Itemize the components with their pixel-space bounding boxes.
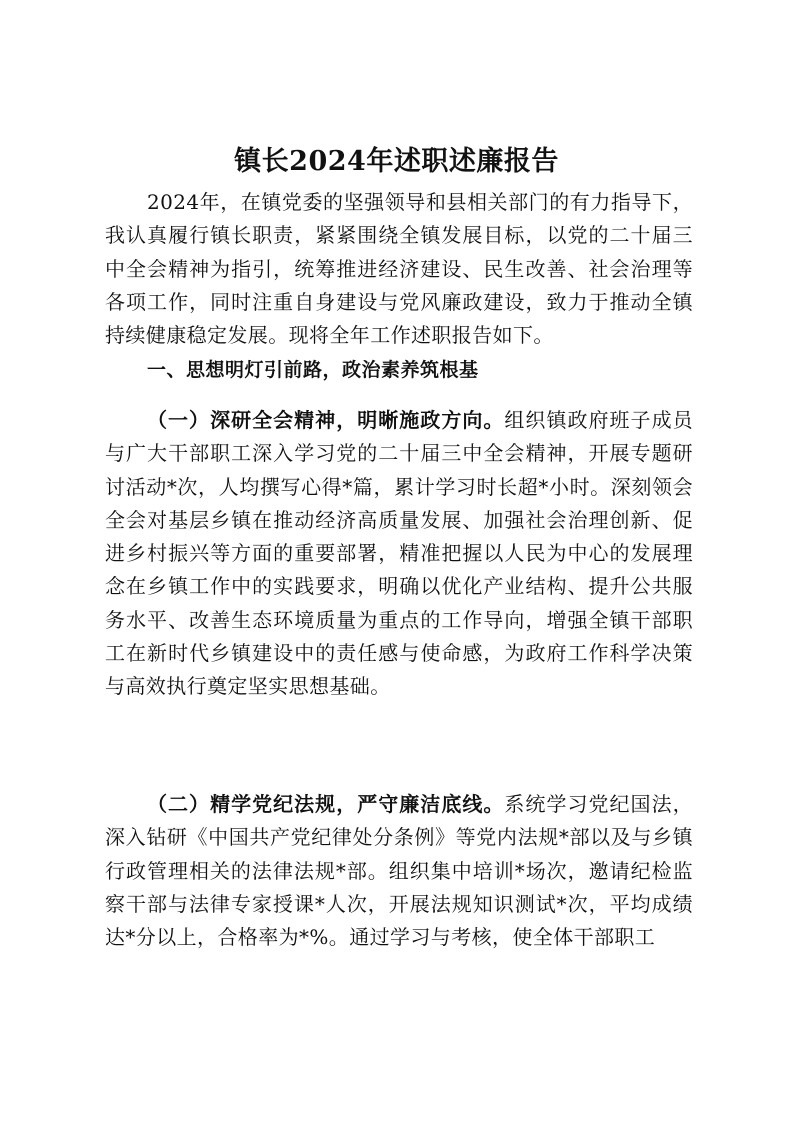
intro-paragraph: 2024年，在镇党委的坚强领导和县相关部门的有力指导下，我认真履行镇长职责，紧紧围绕全镇发展目标，以党的二十届三中全会精神为指引，统筹推进经济建设、民生改善、社会治理等各项工作，同时注重自身建设与党风廉政建设，致力于推动全镇持续健康稳定发展。现将全年工作述职报告如下。 [105,190,693,348]
paragraph-item-2 [105,788,693,954]
item-2-lead: （二）精学党纪法规，严守廉洁底线。 [147,792,505,816]
item-2-text: 系统学习党纪国法，深入钻研《中国共产党纪律处分条例》等党内法规*部以及与乡镇行政管理相关的法律法规*部。组织集中培训*场次，邀请纪检监察干部与法律专家授课*人次，开展法规知识测试*次，平均成绩达*分以上，合格率为*%。通过学习与考核，使全体干部职工 [105,792,693,950]
item-1-text: 组织镇政府班子成员与广大干部职工深入学习党的二十届三中全会精神，开展专题研讨活动*次，人均撰写心得*篇，累计学习时长超*小时。深刻领会全会对基层乡镇在推动经济高质量发展、加强社会治理创新、促进乡村振兴等方面的重要部署，精准把握以人民为中心的发展理念在乡镇工作中的实践要求，明确以优化产业结构、提升公共服务水平、改善生态环境质量为重点的工作导向，增强全镇干部职工在新时代乡镇建设中的责任感与使命感，为政府工作科学决策与高效执行奠定坚实思想基础。 [105,408,693,699]
paragraph-item-1 [105,404,693,704]
item-1-lead: （一）深研全会精神，明晰施政方向。 [147,408,505,432]
section-heading: 一、思想明灯引前路，政治素养筑根基 [147,359,479,381]
document-title: 镇长2024年述职述廉报告 [234,146,559,177]
